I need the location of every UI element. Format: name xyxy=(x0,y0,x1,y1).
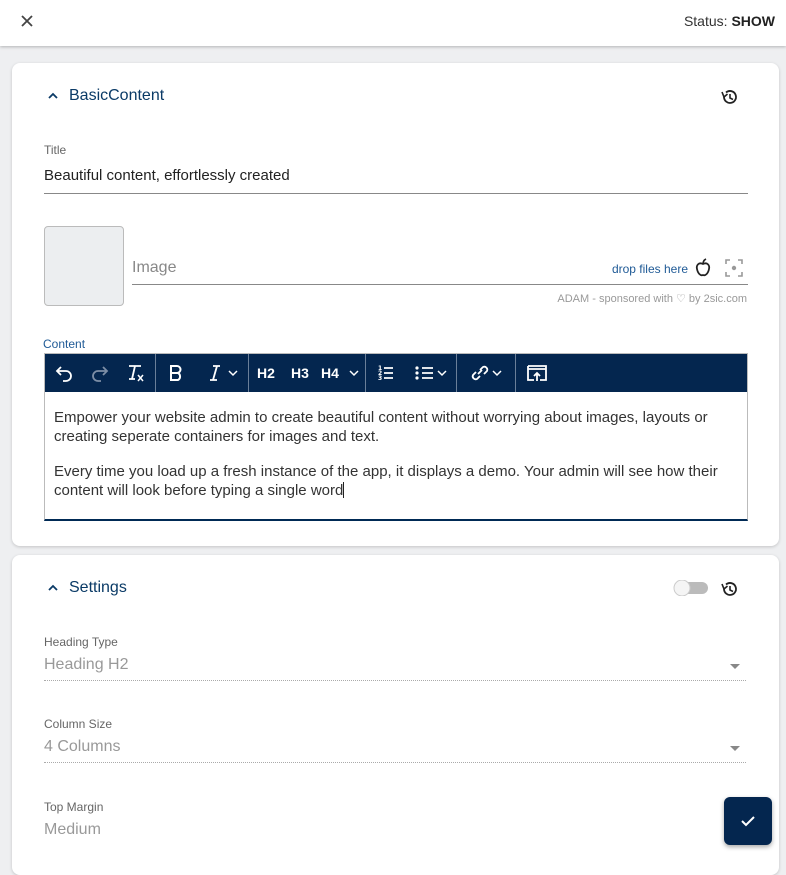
check-icon xyxy=(738,811,758,831)
chevron-down-icon xyxy=(348,367,360,379)
h3-button[interactable]: H3 xyxy=(291,365,309,381)
status-indicator[interactable] xyxy=(684,13,775,29)
editor-paragraph xyxy=(54,462,744,500)
dropdown-caret-icon xyxy=(730,664,740,669)
italic-icon xyxy=(205,363,227,383)
image-placeholder: Image xyxy=(132,259,177,276)
editor-paragraph-text: Every time you load up a fresh instance of the app, it displays a demo. Your admin will see how their content will look before typing a single word xyxy=(54,463,718,499)
numbered-list-button[interactable] xyxy=(366,354,406,392)
clear-format-icon xyxy=(126,363,146,383)
chevron-down-icon xyxy=(227,367,239,379)
editor-paragraph: Empower your website admin to create beautiful content without worrying about images, layouts or creating seperate containers for images and text. xyxy=(54,409,708,445)
status-label: Status: xyxy=(683,13,728,29)
chevron-up-icon xyxy=(47,90,59,102)
chevron-down-icon xyxy=(491,367,503,379)
rich-text-editor[interactable] xyxy=(44,353,748,521)
undo-icon xyxy=(54,363,74,383)
svg-text:1: 1 xyxy=(378,365,383,372)
heading-dropdown-button[interactable] xyxy=(343,354,365,392)
top-margin-label: Top Margin xyxy=(44,800,104,814)
h2-button[interactable]: H2 xyxy=(257,365,275,381)
dropdown-caret-icon xyxy=(730,746,740,751)
numbered-list-icon xyxy=(376,363,396,383)
redo-button[interactable] xyxy=(83,354,117,392)
adam-credit: ADAM - sponsored with ♡ by 2sic.com xyxy=(557,293,747,305)
basic-content-title: BasicContent xyxy=(69,87,165,104)
save-button[interactable] xyxy=(724,797,772,845)
title-label: Title xyxy=(44,143,67,157)
column-size-select[interactable] xyxy=(44,736,746,763)
history-icon[interactable] xyxy=(719,87,739,107)
settings-toggle[interactable] xyxy=(673,580,709,596)
basic-content-card xyxy=(12,63,779,546)
settings-title: Settings xyxy=(69,579,127,596)
top-bar xyxy=(0,0,786,46)
heading-type-label: Heading Type xyxy=(44,635,118,649)
top-margin-value: Medium xyxy=(44,821,101,838)
svg-text:2: 2 xyxy=(378,370,383,377)
heading-type-value: Heading H2 xyxy=(44,656,129,673)
svg-text:3: 3 xyxy=(378,375,383,382)
bold-button[interactable] xyxy=(156,354,196,392)
italic-button[interactable] xyxy=(196,354,248,392)
image-thumbnail[interactable] xyxy=(44,226,124,306)
settings-header[interactable] xyxy=(47,579,127,597)
top-margin-select[interactable] xyxy=(44,819,746,845)
fullscreen-button[interactable] xyxy=(516,354,558,392)
clear-format-button[interactable] xyxy=(117,354,155,392)
apple-icon[interactable] xyxy=(694,258,712,278)
settings-card xyxy=(12,555,779,875)
open-dialog-icon xyxy=(526,363,548,383)
focus-crop-icon[interactable] xyxy=(724,258,744,278)
undo-button[interactable] xyxy=(45,354,83,392)
editor-content[interactable] xyxy=(54,408,744,516)
link-icon xyxy=(469,363,491,383)
basic-content-header[interactable] xyxy=(47,87,164,105)
chevron-down-icon xyxy=(436,367,448,379)
image-field[interactable] xyxy=(132,256,748,285)
history-icon[interactable] xyxy=(719,579,739,599)
link-button[interactable] xyxy=(457,354,515,392)
bullet-list-icon xyxy=(414,363,436,383)
column-size-label: Column Size xyxy=(44,717,113,731)
column-size-value: 4 Columns xyxy=(44,738,121,755)
status-value: SHOW xyxy=(731,13,775,29)
heading-type-select[interactable] xyxy=(44,654,746,681)
close-icon[interactable] xyxy=(18,12,36,30)
text-cursor xyxy=(343,482,344,498)
drop-files-link[interactable]: drop files here xyxy=(611,262,688,276)
h4-button[interactable]: H4 xyxy=(321,365,339,381)
bold-icon xyxy=(166,363,186,383)
chevron-up-icon xyxy=(47,582,59,594)
bullet-list-button[interactable] xyxy=(406,354,456,392)
redo-icon xyxy=(90,363,110,383)
editor-toolbar xyxy=(45,354,747,392)
title-field[interactable]: Beautiful content, effortlessly created xyxy=(44,167,748,194)
content-label: Content xyxy=(43,337,86,351)
